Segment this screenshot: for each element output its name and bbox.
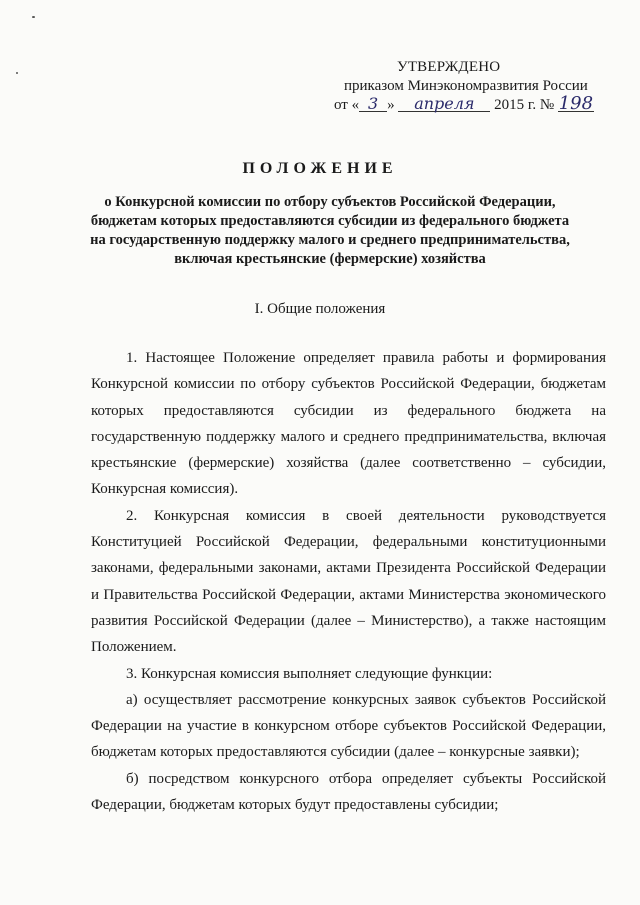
date-mid: » (387, 97, 395, 113)
subtitle-line: о Конкурсной комиссии по отбору субъектов Российской Федерации, (104, 194, 556, 210)
date-prefix: от « (334, 97, 360, 113)
paragraph: 2. Конкурсная комиссия в своей деятельности руководствуется Конституцией Российской Федерации, федеральными конституционными законами, федеральными законами, актами Президента Российской Федерации и Правительства Российской Федерации, актами Министерства экономического развития Российской Федерации (далее – Министерство), а также настоящим Положением. (91, 507, 606, 656)
approval-day: 3 (359, 96, 387, 112)
approval-label: УТВЕРЖДЕНО (397, 59, 501, 75)
paragraph: 3. Конкурсная комиссия выполняет следующие функции: (126, 665, 493, 682)
approval-issuer: приказом Минэкономразвития России (344, 78, 588, 94)
document-title: ПОЛОЖЕНИЕ (242, 160, 398, 177)
document-body (91, 345, 606, 818)
subtitle-line: на государственную поддержку малого и среднего предпринимательства, (90, 232, 570, 248)
approval-date-line (334, 93, 594, 115)
paragraph: б) посредством конкурсного отбора определяет субъекты Российской Федерации, бюджетам которых будут предоставлены субсидии; (91, 770, 606, 814)
approval-month: апреля (398, 96, 490, 112)
scan-speck (16, 72, 18, 74)
subtitle-line: включая крестьянские (фермерские) хозяйства (174, 251, 486, 267)
paragraph: а) осуществляет рассмотрение конкурсных заявок субъектов Российской Федерации на участие в конкурсном отборе субъектов Российской Федерации, бюджетам которых предоставляются субсидии (далее – конкурсные заявки); (91, 691, 606, 761)
paragraph: 1. Настоящее Положение определяет правила работы и формирования Конкурсной комиссии по отбору субъектов Российской Федерации, бюджетам которых предоставляются субсидии из федерального бюджета на государственную поддержку малого и среднего предпринимательства, включая крестьянские (фермерские) хозяйства (далее соответственно – субсидии, Конкурсная комиссия). (91, 350, 606, 498)
approval-number: 198 (558, 93, 594, 114)
approval-year: 2015 г. № (494, 97, 555, 113)
section-heading: I. Общие положения (254, 301, 386, 317)
document-subtitle (60, 193, 600, 269)
scan-speck (32, 16, 35, 18)
subtitle-line: бюджетам которых предоставляются субсидии из федерального бюджета (90, 213, 570, 229)
